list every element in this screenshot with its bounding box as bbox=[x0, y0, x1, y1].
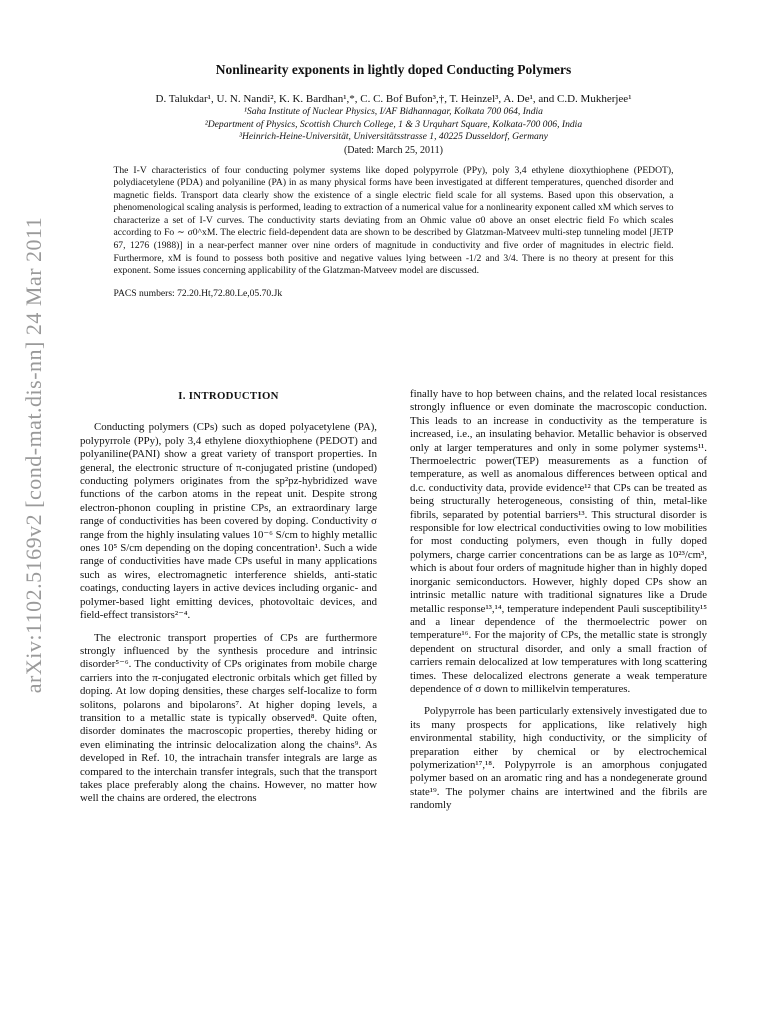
date-line: (Dated: March 25, 2011) bbox=[343, 144, 444, 156]
author-list: D. Talukdar¹, U. N. Nandi², K. K. Bardhan¹,*, C. C. Bof Bufon³,†, T. Heinzel³, A. De¹, and C.D. Mukherjee¹ bbox=[155, 93, 632, 105]
left-column bbox=[80, 388, 377, 813]
pacs-numbers: PACS numbers: 72.20.Ht,72.80.Le,05.70.Jk bbox=[113, 287, 283, 299]
body-columns bbox=[80, 388, 707, 813]
arxiv-stamp-text: arXiv:1102.5169v2 [cond-mat.dis-nn] 24 Mar 2011 bbox=[21, 216, 46, 694]
paper-header bbox=[80, 62, 707, 299]
affiliation-2: ²Department of Physics, Scottish Church College, 1 & 3 Urquhart Square, Kolkata-700 006, India bbox=[204, 118, 583, 130]
paragraph: finally have to hop between chains, and the related local resistances strongly influence or even dominate the macroscopic conduction. This leads to an increase in conductivity as the temperature is increased, i.e., an insulating behavior. Metallic behavior is observed only at larger temperatures and only in some polymer systems¹¹. Thermoelectric power(TEP) measurements as a function of temperature, as well as anomalous differences between optical and d.c. conductivity data, provide evidence¹² that CPs can be treated as being structurally heterogeneous, consisting of thin, metal-like fibrils, separated by potential barriers¹³. This structural disorder is responsible for low electrical conductivities owing to low mobilities for most conducting polymers, even though in fully doped polymers, charge carrier concentrations can be as large as 10²³/cm³, which is about four orders of magnitude higher than in highly doped inorganic semiconductors. However, highly doped CPs show an intrinsic metallic nature with traditional signatures like a Drude metallic response¹³,¹⁴, temperature independent Pauli susceptibility¹⁵ and a linear dependence of the thermoelectric power on temperature¹⁶. For the majority of CPs, the metallic state is strongly dependent on structural disorder, and only a small fraction of carriers remain delocalized at low temperatures with long scattering times. These delocalized electrons generate a weak temperature dependence of σ down to millikelvin temperatures. bbox=[410, 388, 707, 695]
affiliation-3: ³Heinrich-Heine-Universität, Universitätsstrasse 1, 40225 Dusseldorf, Germany bbox=[239, 131, 548, 142]
section-heading: I. INTRODUCTION bbox=[178, 390, 279, 402]
paragraph: Polypyrrole has been particularly extensively investigated due to its many prospects for applications, like relatively high environmental stability, high conductivity, or the simplicity of preparation either by chemical or by electrochemical polymerization¹⁷,¹⁸. Polypyrrole is an amorphous conjugated polymer based on an aromatic ring and has a nondegenerate ground state¹⁹. The polymer chains are intertwined and the fibrils are randomly bbox=[410, 705, 707, 812]
right-column bbox=[410, 388, 707, 813]
paragraph: Conducting polymers (CPs) such as doped polyacetylene (PA), polypyrrole (PPy), poly 3,4 ethylene dioxythiophene (PEDOT) and polyaniline(PANI) show a great variety of transport properties. In general, the electronic structure of π-conjugated pristine (undoped) conducting polymers originates from the sp²pz-hybridized wave functions of the carbon atoms in the repeat unit. Despite strong electron-phonon coupling in pristine CPs, an extraordinary large range of conductivities has been covered by doping. Conductivity σ range from the highly insulating values 10⁻⁶ S/cm to highly metallic ones 10⁵ S/cm depending on the doping concentration¹. Such a wide range of conductivities have made CPs useful in many applications such as wires, electromagnetic interference shields, anti-static coatings, conducting layers in active devices including organic- and polymer-based light emitting devices, photovoltaic devices, and field-effect transistors²⁻⁴. bbox=[80, 421, 377, 622]
arxiv-stamp bbox=[14, 195, 54, 715]
paragraph: The electronic transport properties of CPs are furthermore strongly influenced by the synthesis procedure and intrinsic disorder⁵⁻⁶. The conductivity of CPs originates from mobile charge carriers into the π-conjugated electronic orbitals which get filled by doping. At low doping densities, these charges self-localize to form solitons, polarons and bipolarons⁷. At higher doping levels, a transition to a metallic state is typically observed⁸. Quite often, disorder dominates the macroscopic properties, thereby hiding or even eliminating the intrinsic delocalization along the chains⁹. As developed in Ref. 10, the intrachain transfer integrals are large as compared to the interchain transfer integrals, such that the transport takes place preferably along the chains. However, no matter how well the chains are ordered, the electrons bbox=[80, 631, 377, 805]
affiliation-1: ¹Saha Institute of Nuclear Physics, I/AF Bidhannagar, Kolkata 700 064, India bbox=[244, 106, 543, 117]
paper-title: Nonlinearity exponents in lightly doped Conducting Polymers bbox=[215, 62, 572, 77]
abstract: The I-V characteristics of four conducting polymer systems like doped polypyrrole (PPy), poly 3,4 ethylene dioxythiophene (PEDOT), polydiacetylene (PDA) and polyaniline (PA) in as many physical forms have been investigated at different temperatures, quenched disorder and magnetic fields. Transport data clearly show the existence of a single electric field scale for all systems. Based upon this observation, a phenomenological scaling analysis is performed, leading to extraction of a numerical value for a nonlinearity exponent called xM which serves to characterize a set of I-V curves. The conductivity starts deviating from an Ohmic value σ0 above an onset electric field Fo which scales according to Fo ∼ σ0^xM. The electric field-dependent data are shown to be described by Glatzman-Matveev multi-step tunneling model [JETP 67, 1276 (1988)] in a near-perfect manner over nine orders of magnitude in conductivity and five order of magnitudes in electric field. Furthermore, xM is found to possess both positive and negative values lying between -1/2 and 3/4. There is no theory at present for this exponent. Some issues concerning applicability of the Glatzman-Matveev model are discussed. bbox=[113, 164, 674, 277]
